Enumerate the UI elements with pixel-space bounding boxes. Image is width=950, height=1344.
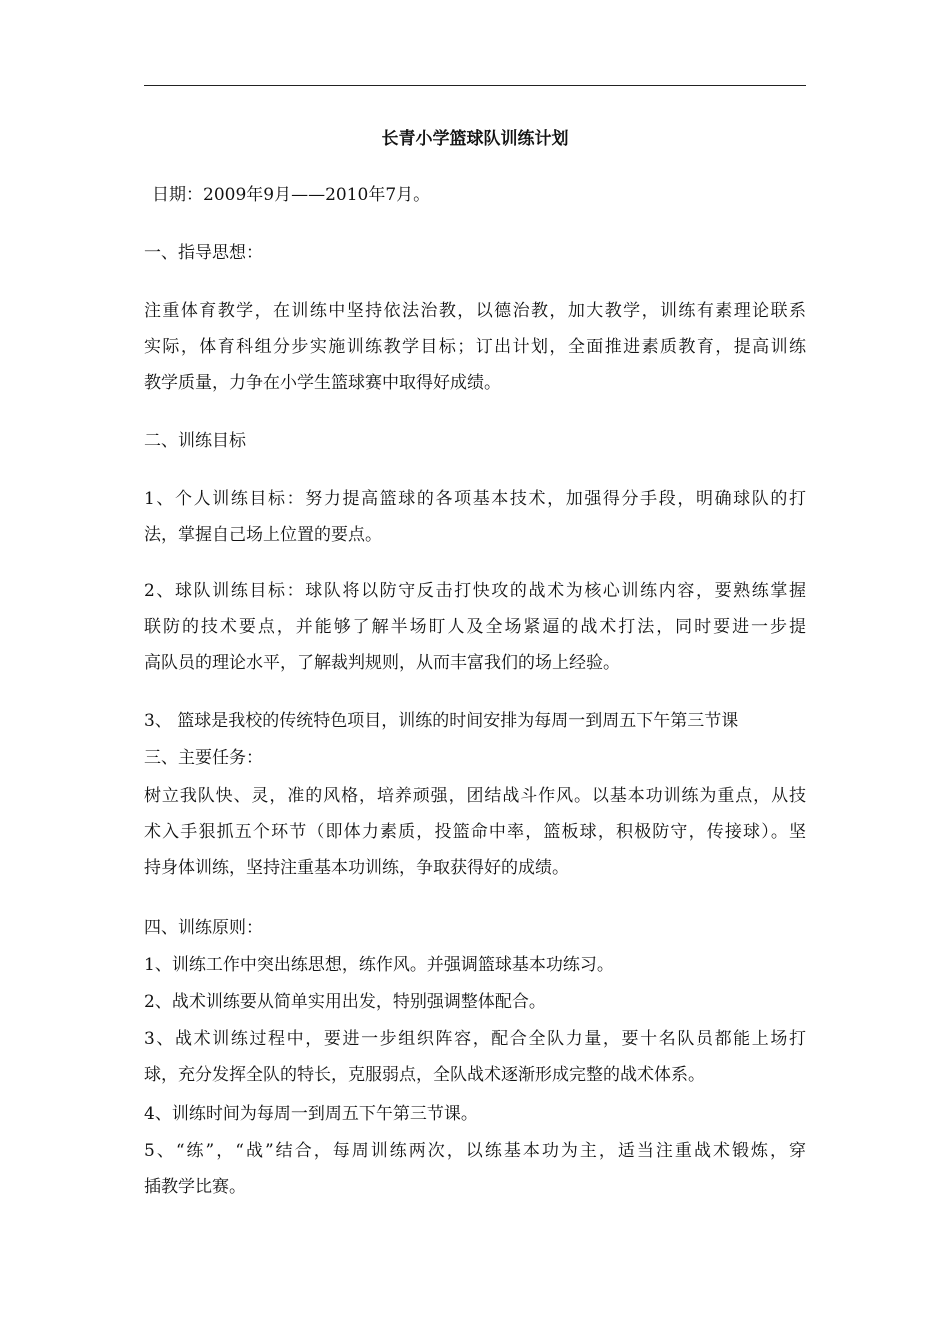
goal-team: 2、球队训练目标：球队将以防守反击打快攻的战术为核心训练内容，要熟练掌握 联防的技术要点，并能够了解半场盯人及全场紧逼的战术打法，同时要进一步提 高队员的理论水平，了解裁判规则，从而丰富我们的场上经验。 bbox=[144, 581, 806, 673]
principle-4: 4、训练时间为每周一到周五下午第三节课。 bbox=[144, 1104, 478, 1124]
goal-schedule: 3、 篮球是我校的传统特色项目，训练的时间安排为每周一到周五下午第三节课 bbox=[144, 711, 739, 731]
tasks-body: 树立我队快、灵，准的风格，培养顽强，团结战斗作风。以基本功训练为重点，从技 术入手狠抓五个环节（即体力素质，投篮命中率，篮板球，积极防守，传接球）。坚 持身体训练，坚持注重基本功训练，争取获得好的成绩。 bbox=[144, 786, 806, 878]
guiding-heading: 一、指导思想： bbox=[144, 243, 263, 263]
principle-1: 1、训练工作中突出练思想，练作风。并强调篮球基本功练习。 bbox=[144, 955, 614, 975]
guiding-body: 注重体育教学，在训练中坚持依法治教，以德治教，加大教学，训练有素理论联系 实际，体育科组分步实施训练教学目标；订出计划，全面推进素质教育，提高训练 教学质量，力争在小学生篮球赛中取得好成绩。 bbox=[144, 301, 806, 393]
tasks-heading: 三、主要任务： bbox=[144, 748, 263, 768]
date-line: 日期：2009年9月——2010年7月。 bbox=[152, 185, 431, 205]
goals-heading: 二、训练目标 bbox=[144, 431, 246, 451]
principles-heading: 四、训练原则： bbox=[144, 918, 263, 938]
principle-2: 2、战术训练要从简单实用出发，特别强调整体配合。 bbox=[144, 992, 546, 1012]
principle-3: 3、战术训练过程中，要进一步组织阵容，配合全队力量，要十名队员都能上场打 球，充分发挥全队的特长，克服弱点，全队战术逐渐形成完整的战术体系。 bbox=[144, 1029, 806, 1085]
document-title: 长青小学篮球队训练计划 bbox=[381, 129, 569, 149]
goal-individual: 1、个人训练目标：努力提高篮球的各项基本技术，加强得分手段，明确球队的打 法，掌握自己场上位置的要点。 bbox=[144, 489, 806, 545]
header-rule bbox=[144, 85, 806, 86]
principle-5: 5、“练”，“战”结合，每周训练两次，以练基本功为主，适当注重战术锻炼，穿 插教学比赛。 bbox=[144, 1141, 806, 1197]
